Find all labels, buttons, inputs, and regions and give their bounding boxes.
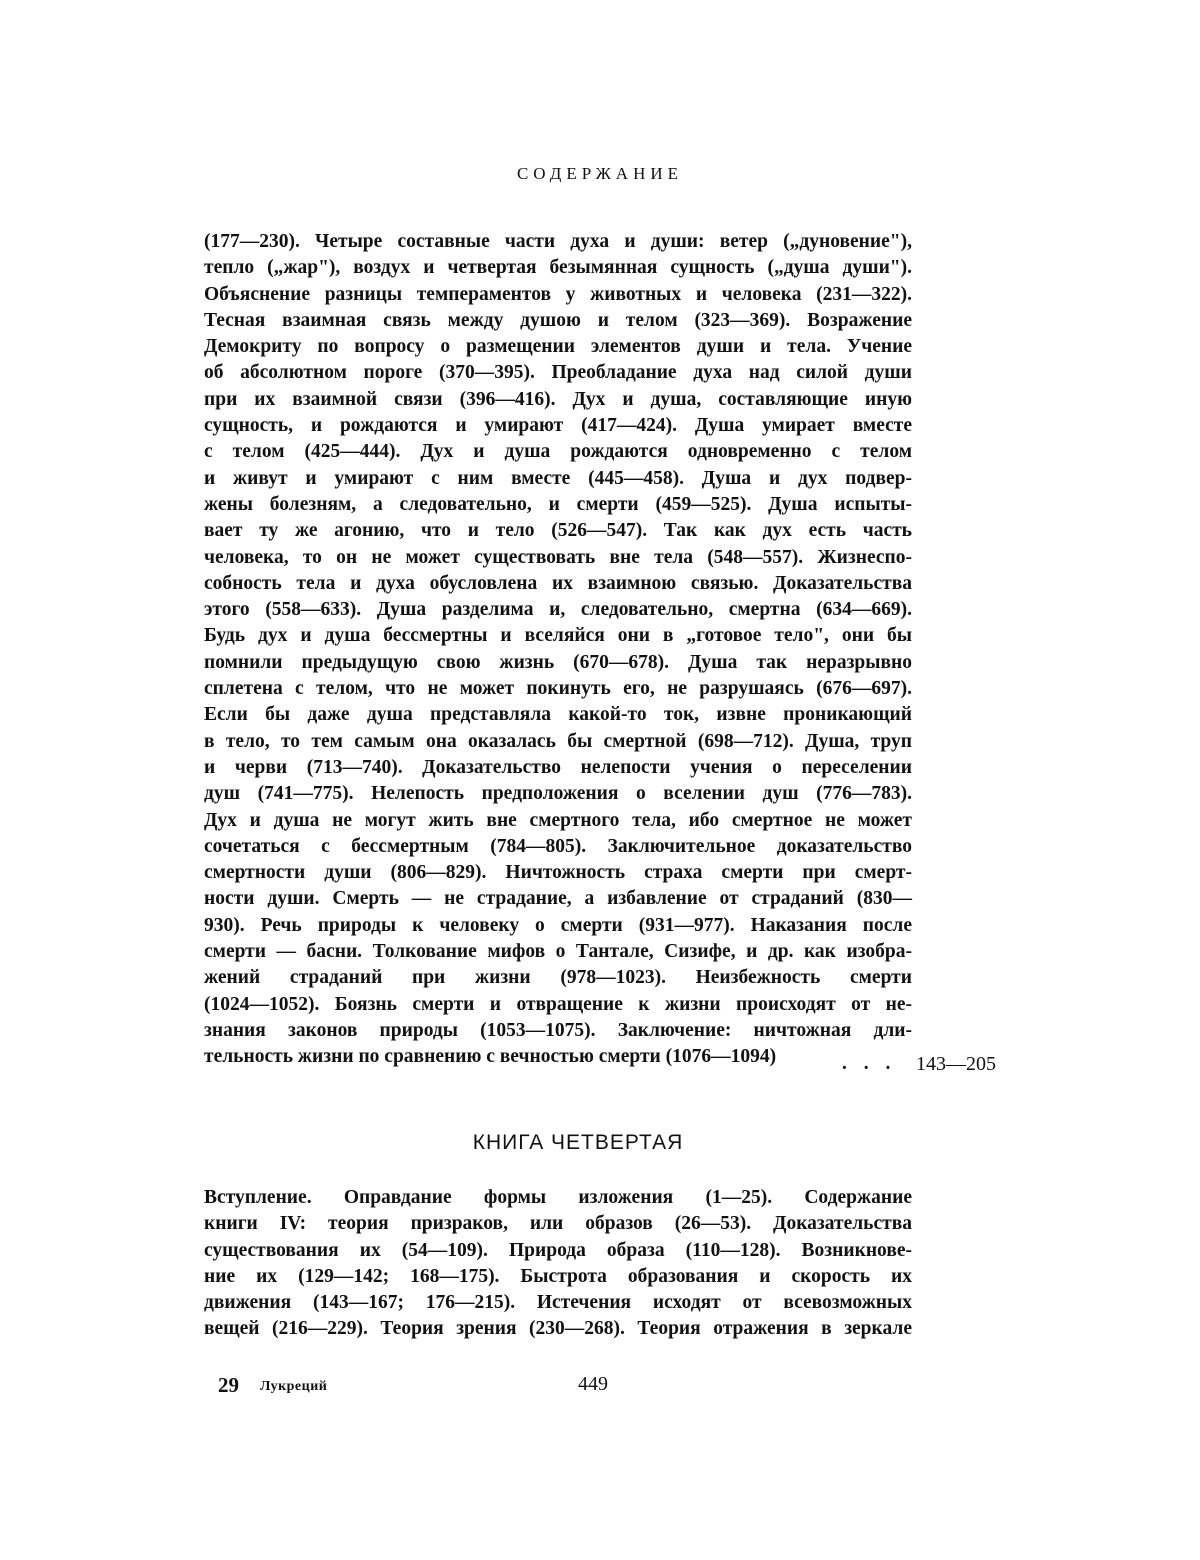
running-head: СОДЕРЖАНИЕ [516, 164, 684, 183]
text-line: и живут и умирают с ним вместе (445—458). Душа и дух подвер- [204, 467, 912, 489]
text-line: движения (143—167; 176—215). Истечения исходят от всевозможных [204, 1292, 912, 1314]
text-line: книги IV: теория призраков, или образов (26—53). Доказательства [204, 1213, 912, 1235]
text-line: с телом (425—444). Дух и душа рождаются одновременно с телом [204, 441, 912, 463]
text-line: и черви (713—740). Доказательство нелепости учения о переселении [204, 756, 912, 778]
text-line: Дух и душа не могут жить вне смертного тела, ибо смертное не может [204, 809, 912, 831]
page-number: 449 [578, 1373, 608, 1395]
text-line: человека, то он не может существовать вне тела (548—557). Жизнеспо- [204, 546, 912, 568]
text-line: (1024—1052). Боязнь смерти и отвращение к жизни происходят от не- [204, 993, 912, 1015]
text-line: Вступление. Оправдание формы изложения (1—25). Содержание [204, 1187, 912, 1208]
text-line: Тесная взаимная связь между душою и телом (323—369). Возражение [204, 309, 912, 331]
text-line: Будь дух и душа бессмертны и вселяйся они в „готовое тело", они бы [204, 625, 912, 647]
text-line: жений страданий при жизни (978—1023). Неизбежность смерти [204, 967, 912, 989]
text-line: смертности души (806—829). Ничтожность страха смерти при смерт- [204, 862, 912, 884]
text-line: (177—230). Четыре составные части духа и души: ветер („дуновение"), [204, 231, 912, 252]
text-line: об абсолютном пороге (370—395). Преобладание духа над силой души [204, 362, 912, 384]
text-line: смерти — басни. Толкование мифов о Тантале, Сизифе, и др. как изобра- [204, 941, 912, 963]
text-line: собность тела и духа обусловлена их взаимною связью. Доказательства [204, 572, 912, 594]
text-line: Демокриту по вопросу о размещении элементов души и тела. Учение [204, 336, 912, 358]
page-range: 143—205 [916, 1053, 996, 1075]
leader-dots: . . . [842, 1053, 897, 1074]
text-line: сущность, и рождаются и умирают (417—424). Душа умирает вместе [204, 415, 912, 437]
text-line: сплетена с телом, что не может покинуть его, не разрушаясь (676—697). [204, 678, 912, 700]
text-line: вает ту же агонию, что и тело (526—547). Так как дух есть часть [204, 520, 912, 542]
text-line: тепло („жар"), воздух и четвертая безымянная сущность („душа души"). [204, 257, 912, 279]
text-line: знания законов природы (1053—1075). Заключение: ничтожная дли- [204, 1019, 912, 1041]
section-heading: КНИГА ЧЕТВЕРТАЯ [472, 1131, 684, 1154]
text-line: в тело, то тем самым она оказалась бы смертной (698—712). Душа, труп [204, 730, 912, 752]
contents-paragraph-book-three [204, 229, 912, 1071]
text-line: 930). Речь природы к человеку о смерти (931—977). Наказания после [204, 914, 912, 936]
contents-paragraph-book-four [204, 1185, 912, 1343]
text-line: Объяснение разницы темпераментов у животных и человека (231—322). [204, 283, 912, 305]
text-line: Если бы даже душа представляла какой-то ток, извне проникающий [204, 704, 912, 726]
text-line: существования их (54—109). Природа образа (110—128). Возникнове- [204, 1239, 912, 1261]
text-line: помнили предыдущую свою жизнь (670—678). Душа так неразрывно [204, 651, 912, 673]
text-line: ние их (129—142; 168—175). Быстрота образования и скорость их [204, 1265, 912, 1287]
signature-number: 29 [218, 1373, 239, 1397]
text-line: вещей (216—229). Теория зрения (230—268). Теория отражения в зеркале [204, 1318, 912, 1340]
text-line: тельность жизни по сравнению с вечностью смерти (1076—1094) [204, 1046, 777, 1068]
text-line: душ (741—775). Нелепость предположения о вселении душ (776—783). [204, 783, 912, 805]
text-line: жены болезням, а следовательно, и смерти (459—525). Душа испыты- [204, 493, 912, 515]
text-line: сочетаться с бессмертным (784—805). Заключительное доказательство [204, 835, 912, 857]
text-line: этого (558—633). Душа разделима и, следовательно, смертна (634—669). [204, 599, 912, 621]
signature-name: Лукреций [260, 1379, 328, 1394]
text-line: ности души. Смерть — не страдание, а избавление от страданий (830— [204, 888, 912, 910]
text-line: при их взаимной связи (396—416). Дух и душа, составляющие иную [204, 388, 912, 410]
